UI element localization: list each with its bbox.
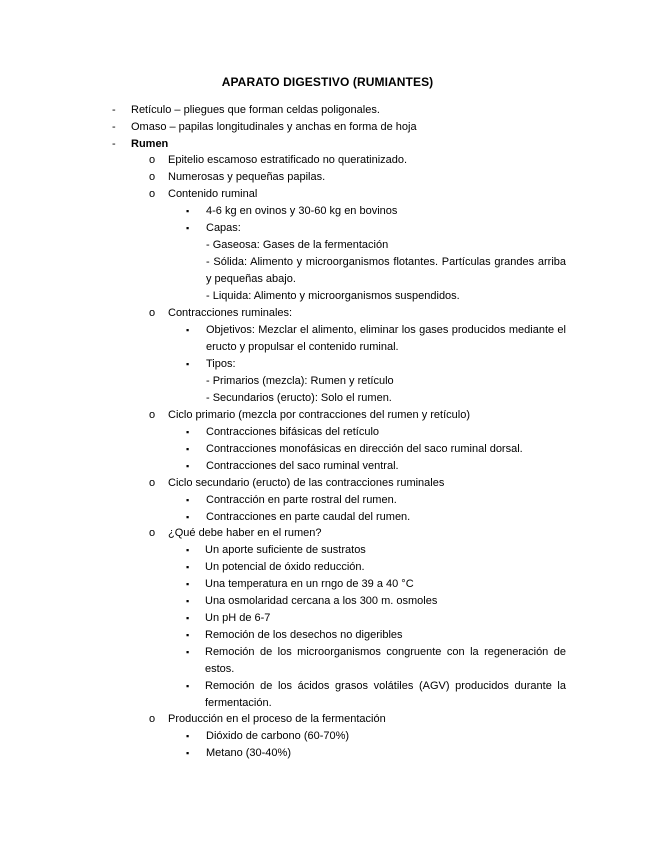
square-bullet: ▪ xyxy=(186,681,190,691)
square-bullet: ▪ xyxy=(186,562,190,572)
list-item: Dióxido de carbono (60-70%) xyxy=(206,730,350,742)
square-bullet: ▪ xyxy=(186,545,190,555)
list-subline: - Liquida: Alimento y microorganismos suspendidos. xyxy=(206,290,460,302)
dash-bullet: - xyxy=(112,121,116,133)
list-item: Tipos: xyxy=(206,358,236,370)
square-bullet: ▪ xyxy=(186,206,190,216)
list-item: Contracciones en parte caudal del rumen. xyxy=(206,511,411,523)
list-item: Omaso – papilas longitudinales y anchas en forma de hoja xyxy=(131,121,417,133)
list-item: Metano (30-40%) xyxy=(206,747,291,759)
dash-bullet: - xyxy=(112,138,116,150)
square-bullet: ▪ xyxy=(186,427,190,437)
circle-bullet: o xyxy=(149,527,156,539)
square-bullet: ▪ xyxy=(186,461,190,471)
list-item: Una temperatura en un rngo de 39 a 40 °C xyxy=(205,578,414,590)
square-bullet: ▪ xyxy=(186,731,190,741)
list-item: Contracciones ruminales: xyxy=(168,307,293,319)
circle-bullet: o xyxy=(149,171,156,183)
list-item: Retículo – pliegues que forman celdas poligonales. xyxy=(131,104,380,116)
circle-bullet: o xyxy=(149,154,156,166)
list-subline: - Secundarios (eructo): Solo el rumen. xyxy=(206,392,392,404)
list-item-heading: Rumen xyxy=(131,138,169,150)
square-bullet: ▪ xyxy=(186,223,190,233)
square-bullet: ▪ xyxy=(186,596,190,606)
square-bullet: ▪ xyxy=(186,613,190,623)
list-item: ¿Qué debe haber en el rumen? xyxy=(168,527,322,539)
list-item: Remoción de los ácidos grasos volátiles (AGV) producidos durante la fermentación. xyxy=(205,680,566,709)
list-item: Contenido ruminal xyxy=(168,188,258,200)
list-item: Remoción de los microorganismos congruente con la regeneración de estos. xyxy=(205,646,566,675)
list-item: Un potencial de óxido reducción. xyxy=(205,561,365,573)
list-item: Ciclo primario (mezcla por contracciones del rumen y retículo) xyxy=(168,409,470,421)
circle-bullet: o xyxy=(149,477,156,489)
square-bullet: ▪ xyxy=(186,359,190,369)
list-subline: - Primarios (mezcla): Rumen y retículo xyxy=(206,375,394,387)
list-item: Un aporte suficiente de sustratos xyxy=(205,544,366,556)
list-item: Una osmolaridad cercana a los 300 m. osmoles xyxy=(205,595,438,607)
list-item: Epitelio escamoso estratificado no queratinizado. xyxy=(168,154,408,166)
square-bullet: ▪ xyxy=(186,630,190,640)
square-bullet: ▪ xyxy=(186,495,190,505)
list-item: Un pH de 6-7 xyxy=(205,612,271,624)
dash-bullet: - xyxy=(112,104,116,116)
square-bullet: ▪ xyxy=(186,325,190,335)
list-subline: - Sólida: Alimento y microorganismos flotantes. Partículas grandes arriba y pequeñas abajo. xyxy=(206,256,566,285)
circle-bullet: o xyxy=(149,409,156,421)
list-item: Contracciones del saco ruminal ventral. xyxy=(206,460,399,472)
list-item: Producción en el proceso de la fermentación xyxy=(168,713,386,725)
square-bullet: ▪ xyxy=(186,748,190,758)
list-item: Capas: xyxy=(206,222,241,234)
circle-bullet: o xyxy=(149,307,156,319)
circle-bullet: o xyxy=(149,188,156,200)
list-item: Remoción de los desechos no digeribles xyxy=(205,629,403,641)
square-bullet: ▪ xyxy=(186,444,190,454)
circle-bullet: o xyxy=(149,713,156,725)
list-item: Contracción en parte rostral del rumen. xyxy=(206,494,397,506)
list-item: Numerosas y pequeñas papilas. xyxy=(168,171,326,183)
page-title: APARATO DIGESTIVO (RUMIANTES) xyxy=(221,75,434,89)
list-item: Contracciones bifásicas del retículo xyxy=(206,426,380,438)
square-bullet: ▪ xyxy=(186,579,190,589)
square-bullet: ▪ xyxy=(186,512,190,522)
square-bullet: ▪ xyxy=(186,647,190,657)
list-item: 4-6 kg en ovinos y 30-60 kg en bovinos xyxy=(206,205,398,217)
list-item: Ciclo secundario (eructo) de las contracciones ruminales xyxy=(168,477,445,489)
list-item: Contracciones monofásicas en dirección del saco ruminal dorsal. xyxy=(206,443,523,455)
list-item: Objetivos: Mezclar el alimento, eliminar los gases producidos mediante el eructo y propulsar el contenido ruminal. xyxy=(206,324,566,353)
list-subline: - Gaseosa: Gases de la fermentación xyxy=(206,239,389,251)
